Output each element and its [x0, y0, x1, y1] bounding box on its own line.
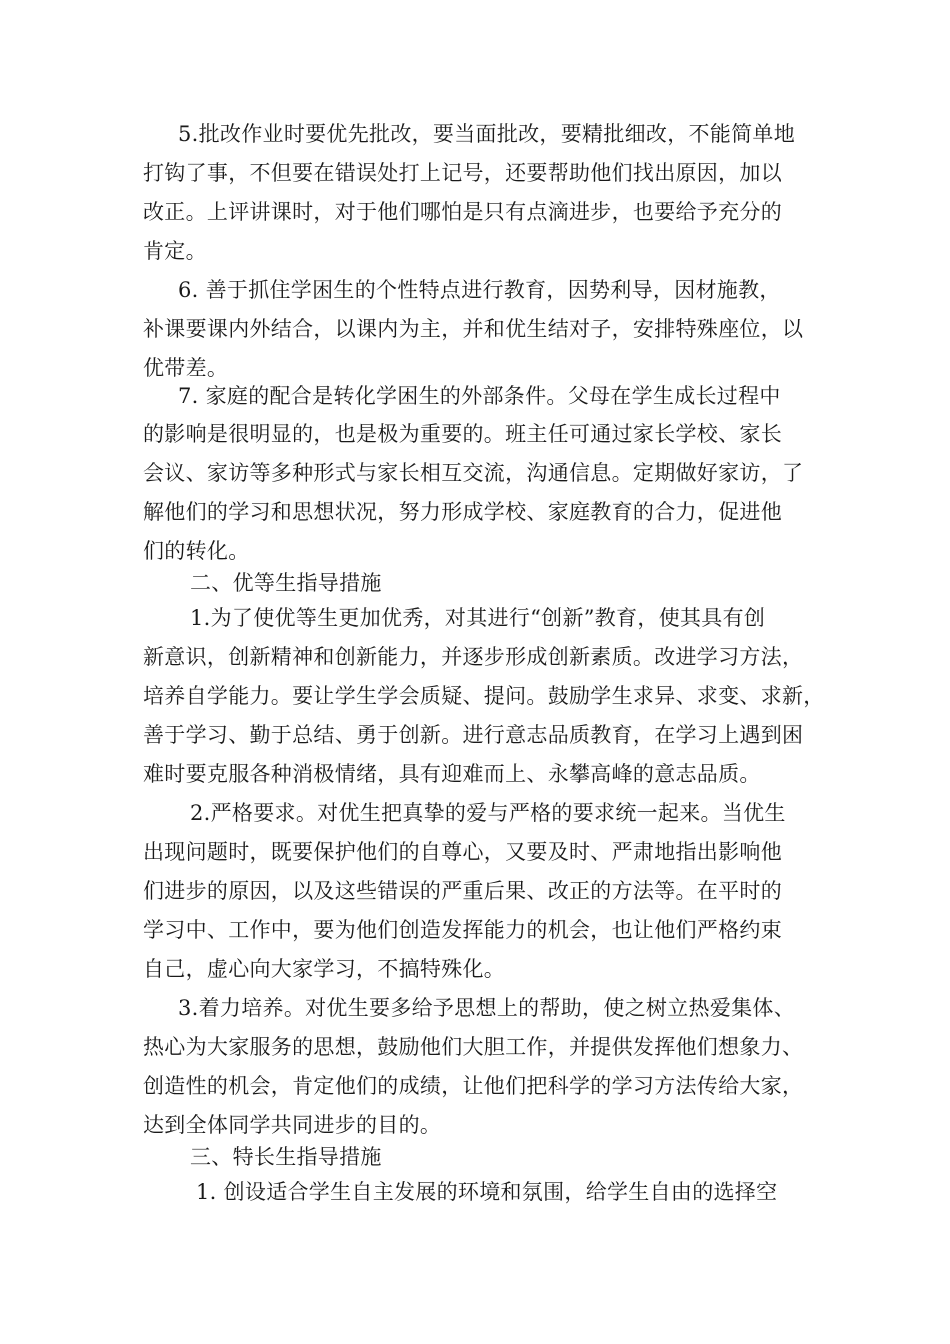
text-line: 难时要克服各种消极情绪，具有迎难而上、永攀高峰的意志品质。: [143, 762, 761, 786]
text-line: 1.为了使优等生更加优秀，对其进行“创新”教育，使其具有创: [190, 606, 766, 630]
text-line: 肯定。: [143, 239, 207, 263]
text-line: 们进步的原因，以及这些错误的严重后果、改正的方法等。在平时的: [143, 879, 782, 903]
text-line: 创造性的机会，肯定他们的成绩，让他们把科学的学习方法传给大家，: [143, 1074, 804, 1098]
text-line: 1. 创设适合学生自主发展的环境和氛围，给学生自由的选择空: [196, 1180, 778, 1204]
text-line: 会议、家访等多种形式与家长相互交流，沟通信息。定期做好家访，了: [143, 461, 804, 485]
text-line: 们的转化。: [143, 539, 250, 563]
text-line: 6. 善于抓住学困生的个性特点进行教育，因势利导，因材施教，: [178, 278, 781, 302]
text-line: 补课要课内外结合，以课内为主，并和优生结对子，安排特殊座位，以: [143, 317, 804, 341]
text-line: 学习中、工作中，要为他们创造发挥能力的机会，也让他们严格约束: [143, 918, 782, 942]
text-line: 7. 家庭的配合是转化学困生的外部条件。父母在学生成长过程中: [178, 384, 781, 408]
text-line: 培养自学能力。要让学生学会质疑、提问。鼓励学生求异、求变、求新，: [143, 684, 825, 708]
text-line: 3.着力培养。对优生要多给予思想上的帮助，使之树立热爱集体、: [178, 996, 796, 1020]
text-line: 自己，虚心向大家学习，不搞特殊化。: [143, 957, 506, 981]
section-heading: 二、优等生指导措施: [190, 571, 382, 595]
text-line: 的影响是很明显的，也是极为重要的。班主任可通过家长学校、家长: [143, 422, 782, 446]
text-line: 打钩了事，不但要在错误处打上记号，还要帮助他们找出原因，加以: [143, 161, 782, 185]
text-line: 改正。上评讲课时，对于他们哪怕是只有点滴进步，也要给予充分的: [143, 200, 782, 224]
text-line: 达到全体同学共同进步的目的。: [143, 1113, 442, 1137]
text-line: 解他们的学习和思想状况，努力形成学校、家庭教育的合力，促进他: [143, 500, 782, 524]
text-line: 出现问题时，既要保护他们的自尊心，又要及时、严肃地指出影响他: [143, 840, 782, 864]
section-heading: 三、特长生指导措施: [190, 1145, 382, 1169]
text-line: 热心为大家服务的思想，鼓励他们大胆工作，并提供发挥他们想象力、: [143, 1035, 804, 1059]
text-line: 善于学习、勤于总结、勇于创新。进行意志品质教育，在学习上遇到困: [143, 723, 804, 747]
text-line: 新意识，创新精神和创新能力，并逐步形成创新素质。改进学习方法，: [143, 645, 804, 669]
text-line: 5.批改作业时要优先批改，要当面批改，要精批细改，不能简单地: [178, 122, 796, 146]
text-line: 优带差。: [143, 356, 229, 380]
text-line: 2.严格要求。对优生把真挚的爱与严格的要求统一起来。当优生: [190, 801, 786, 825]
